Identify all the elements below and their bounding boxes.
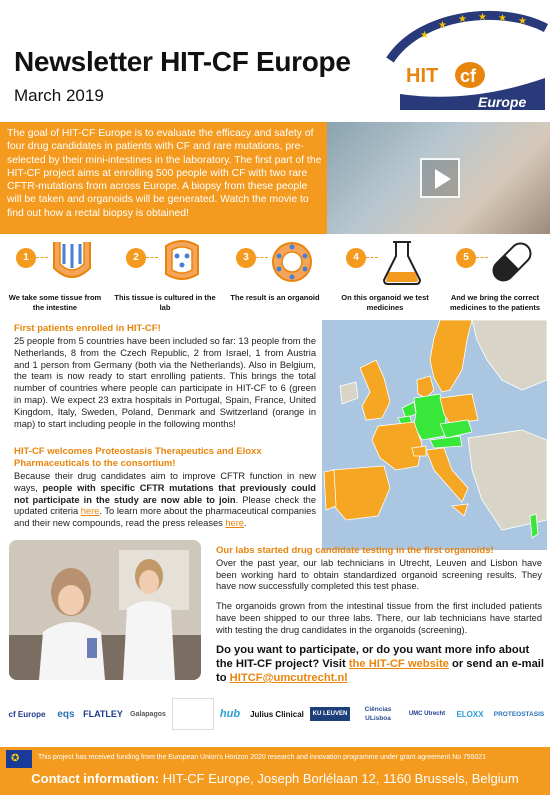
step-5 bbox=[440, 238, 550, 320]
process-steps bbox=[0, 238, 550, 320]
partner-logos bbox=[0, 692, 550, 736]
svg-text:★: ★ bbox=[478, 12, 487, 23]
new-partners-heading: HIT-CF welcomes Proteostasis Therapeutics and Eloxx Pharmaceuticals to the consortium! bbox=[14, 446, 262, 469]
contact-information: Contact information: HIT-CF Europe, Joseph Borlélaan 12, 1160 Brussels, Belgium bbox=[31, 771, 519, 786]
intro-banner bbox=[0, 122, 550, 234]
partner-logo: Julius Clinical bbox=[250, 709, 304, 719]
criteria-link[interactable]: here bbox=[80, 506, 100, 517]
footer-bar bbox=[0, 747, 550, 795]
email-link[interactable]: HITCF@umcutrecht.nl bbox=[229, 672, 348, 684]
partner-logo: PROTEOSTASIS bbox=[493, 710, 545, 718]
arrow-icon bbox=[256, 257, 268, 258]
partner-logo: Galapagos bbox=[130, 710, 166, 718]
partner-logo: UMC Utrecht bbox=[408, 710, 446, 717]
hit-cf-europe-logo bbox=[380, 8, 548, 118]
intro-text: The goal of HIT-CF Europe is to evaluate the efficacy and safety of four drug candidates in patients with CF and rare mutations, pre-selected by their mini-intestines in the laboratory. The first part of the HIT-CF project aims at enrolling 500 people with CF with two rare CFTR-mutations from across Europe. A biopsy from these people will be taken and organoids will be generated. Watch the movie to find out how a rectal biopsy is obtained! bbox=[7, 128, 322, 219]
partner-logo: KU LEUVEN bbox=[310, 707, 350, 721]
patients-body: 25 people from 5 countries have been included so far: 13 people from the Netherlands, 8 from the Czech Republic, 2 from Israel, 1 from Austria and 1 person from Germany (both via the Netherlands). Also in Belgium, the team is now ready to start enrolling patients. This brings the total number of countries where people can participate in HIT-CF to 6 (green in map). We expect 23 extra hospitals in Portugal, Spain, France, United Kingdom, Italy, Sweden, Poland, Denmark and Switzerland (orange in map) to start including people in the following months! bbox=[14, 336, 316, 429]
step-number: 2 bbox=[126, 248, 146, 268]
step-1 bbox=[0, 238, 110, 320]
partner-logo: ELOXX bbox=[456, 709, 484, 719]
partner-logo bbox=[172, 698, 214, 730]
europe-participation-map bbox=[322, 320, 547, 550]
press-release-link[interactable]: here bbox=[225, 518, 244, 529]
hit-cf-website-link[interactable]: the HIT-CF website bbox=[348, 658, 449, 670]
partner-logo: hub bbox=[219, 707, 241, 720]
newsletter-date: March 2019 bbox=[14, 86, 104, 105]
call-to-action: Do you want to participate, or do you want more info about the HIT-CF project? Visit the HIT-CF website or send an e-mail to HITCF@umcutrecht.nl bbox=[216, 644, 545, 684]
svg-text:★: ★ bbox=[438, 20, 447, 31]
partner-logo: FLATLEY bbox=[83, 708, 123, 719]
arrow-icon bbox=[366, 257, 378, 258]
svg-text:★: ★ bbox=[420, 30, 429, 41]
pill-icon bbox=[490, 238, 534, 286]
funding-statement: This project has received funding from the European Union's Horizon 2020 research and innovation programme under grant agreement No 755021 bbox=[38, 754, 486, 761]
labs-paragraph-2: The organoids grown from the intestinal tissue from the first included patients have been shipped to our three labs. There, our lab technicians have started with testing the drug candidates in the organoids (screening). bbox=[216, 601, 542, 635]
svg-text:Europe: Europe bbox=[478, 94, 527, 110]
patients-section bbox=[14, 323, 316, 430]
flask-icon bbox=[380, 238, 424, 286]
organoid-icon bbox=[270, 238, 314, 286]
step-caption: The result is an organoid bbox=[230, 293, 320, 302]
header bbox=[0, 0, 550, 122]
step-4 bbox=[330, 238, 440, 320]
new-partners-body: Because their drug candidates aim to improve CFTR function in new ways, people with specific CFTR mutations that previously could not participate in the study are now able to join. Please check the updated criteria here. To learn more about the pharmaceutical companies and their new compounds, read the press releases here. bbox=[14, 471, 316, 529]
newsletter-title: Newsletter HIT-CF Europe bbox=[14, 46, 351, 77]
labs-section bbox=[216, 545, 542, 637]
arrow-icon bbox=[476, 257, 488, 258]
partner-logo: Ciências ULisboa bbox=[364, 706, 392, 722]
partner-logo: eqs bbox=[57, 708, 75, 720]
lab-technicians-photo bbox=[9, 540, 201, 680]
svg-text:★: ★ bbox=[518, 16, 527, 27]
arrow-icon bbox=[36, 257, 48, 258]
intestine-icon bbox=[50, 238, 94, 286]
biopsy-video[interactable] bbox=[327, 122, 550, 234]
partner-logo: cf Europe bbox=[8, 709, 46, 719]
svg-text:cf: cf bbox=[460, 66, 477, 86]
step-3 bbox=[220, 238, 330, 320]
eu-flag-icon: ✪ bbox=[6, 750, 32, 768]
step-2 bbox=[110, 238, 220, 320]
svg-text:★: ★ bbox=[498, 13, 507, 24]
step-number: 1 bbox=[16, 248, 36, 268]
step-caption: On this organoid we test medicines bbox=[341, 293, 429, 312]
step-number: 4 bbox=[346, 248, 366, 268]
play-icon[interactable] bbox=[420, 158, 460, 198]
labs-heading: Our labs started drug candidate testing in the first organoids! bbox=[216, 545, 494, 556]
labs-paragraph-1: Over the past year, our lab technicians in Utrecht, Leuven and Lisbon have been working hard to obtain standardized organoid screening results. They have now successfully completed this test phase. bbox=[216, 557, 542, 592]
svg-text:★: ★ bbox=[458, 14, 467, 25]
svg-text:HIT: HIT bbox=[406, 65, 439, 87]
step-caption: And we bring the correct medicines to the patients bbox=[449, 293, 541, 312]
step-caption: We take some tissue from the intestine bbox=[8, 293, 102, 312]
step-number: 3 bbox=[236, 248, 256, 268]
step-number: 5 bbox=[456, 248, 476, 268]
new-partners-section bbox=[14, 446, 316, 530]
cultured-tissue-icon bbox=[160, 238, 204, 286]
patients-heading: First patients enrolled in HIT-CF! bbox=[14, 323, 161, 334]
arrow-icon bbox=[146, 257, 158, 258]
step-caption: This tissue is cultured in the lab bbox=[114, 293, 216, 312]
